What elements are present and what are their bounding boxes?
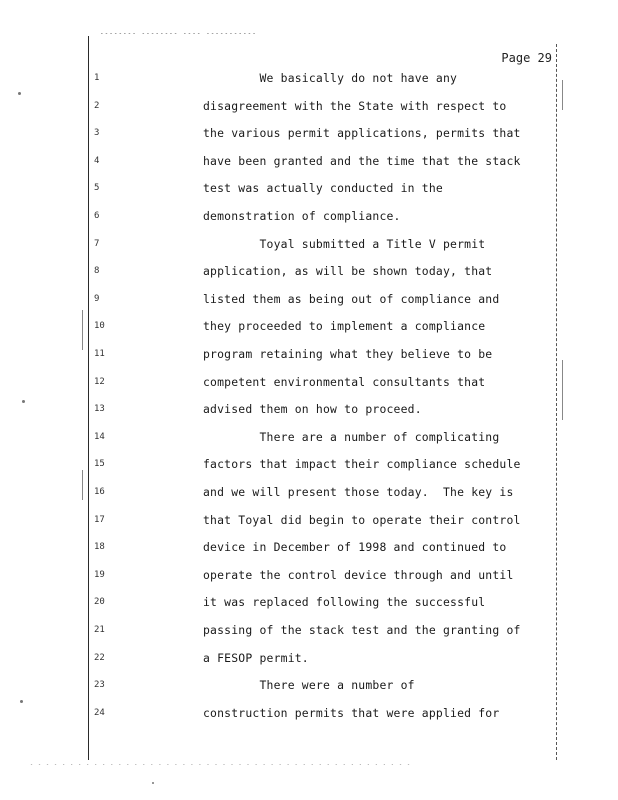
line-number: 5 [94, 183, 100, 194]
line-text: Toyal submitted a Title V permit [203, 236, 486, 251]
line-text: construction permits that were applied for [203, 705, 500, 720]
running-head: -------- -------- ---- ----------- [100, 30, 257, 37]
transcript-line [0, 236, 618, 252]
page-number: Page 29 [501, 51, 552, 65]
transcript-line [0, 677, 618, 693]
transcript-line [0, 208, 618, 224]
line-number: 24 [94, 707, 105, 718]
line-number: 8 [94, 266, 100, 277]
line-text: operate the control device through and until [203, 567, 514, 582]
line-number: 7 [94, 238, 100, 249]
line-text: the various permit applications, permits that [203, 126, 521, 141]
line-text: test was actually conducted in the [203, 181, 443, 196]
line-number: 3 [94, 128, 100, 139]
transcript-line [0, 512, 618, 528]
line-number: 15 [94, 459, 105, 470]
line-text: demonstration of compliance. [203, 209, 401, 223]
transcript-line [0, 70, 618, 86]
transcript-line [0, 622, 618, 638]
transcript-line [0, 650, 618, 666]
line-text: disagreement with the State with respect to [203, 98, 507, 113]
line-text: program retaining what they believe to be [203, 347, 493, 361]
line-number: 13 [94, 404, 105, 415]
transcript-line [0, 456, 618, 472]
line-number: 14 [94, 431, 105, 442]
line-number: 23 [94, 680, 105, 691]
scan-speck [22, 400, 25, 403]
line-text: they proceeded to implement a compliance [203, 319, 486, 334]
line-text: device in December of 1998 and continued to [203, 540, 507, 555]
line-text: application, as will be shown today, that [203, 264, 493, 279]
line-number: 2 [94, 100, 100, 111]
line-text: There are a number of complicating [203, 429, 500, 444]
line-text: it was replaced following the successful [203, 595, 486, 610]
transcript-line [0, 567, 618, 583]
scan-speck [20, 700, 23, 703]
line-text: listed them as being out of compliance and [203, 291, 500, 306]
line-number: 21 [94, 625, 105, 635]
transcript-line [0, 429, 618, 445]
line-text: and we will present those today. The key is [203, 485, 514, 499]
line-text: that Toyal did begin to operate their control [203, 512, 521, 527]
line-number: 18 [94, 542, 105, 553]
line-text: passing of the stack test and the granting of [203, 623, 521, 637]
line-text: advised them on how to proceed. [203, 402, 422, 417]
line-number: 1 [94, 73, 100, 83]
line-text: We basically do not have any [203, 71, 458, 85]
transcript-line [0, 346, 618, 362]
transcript-line [0, 374, 618, 390]
scan-speck [152, 782, 154, 784]
line-number: 19 [94, 569, 105, 580]
scan-mark [82, 470, 83, 500]
line-number: 22 [94, 652, 105, 663]
line-number: 20 [94, 597, 105, 608]
transcript-line [0, 125, 618, 141]
transcript-line [0, 318, 618, 334]
scan-mark [562, 360, 563, 420]
transcript-line [0, 98, 618, 114]
footer-strip: - - - - - - - - - - - - - - - - - - - - - - - - - - - - - - - - - - - - - - - - - - - - - - - - [30, 762, 411, 768]
line-text: a FESOP permit. [203, 650, 309, 665]
line-number: 9 [94, 293, 100, 304]
line-text: have been granted and the time that the stack [203, 153, 521, 168]
line-number: 12 [94, 376, 105, 387]
line-number: 6 [94, 211, 100, 221]
line-number: 17 [94, 514, 105, 525]
transcript-line [0, 153, 618, 169]
transcript-line [0, 484, 618, 500]
transcript-line [0, 180, 618, 196]
line-text: competent environmental consultants that [203, 374, 486, 389]
line-number: 16 [94, 487, 105, 497]
scan-mark [562, 80, 563, 110]
transcript-line [0, 401, 618, 417]
line-number: 4 [94, 155, 100, 166]
line-number: 10 [94, 321, 105, 332]
transcript-line [0, 539, 618, 555]
transcript-line [0, 594, 618, 610]
transcript-line [0, 263, 618, 279]
scan-mark [82, 310, 83, 350]
line-text: factors that impact their compliance schedule [203, 457, 521, 472]
line-number: 11 [94, 349, 105, 359]
line-text: There were a number of [203, 678, 415, 693]
transcript-line [0, 705, 618, 721]
transcript-line [0, 291, 618, 307]
scan-speck [18, 92, 21, 95]
